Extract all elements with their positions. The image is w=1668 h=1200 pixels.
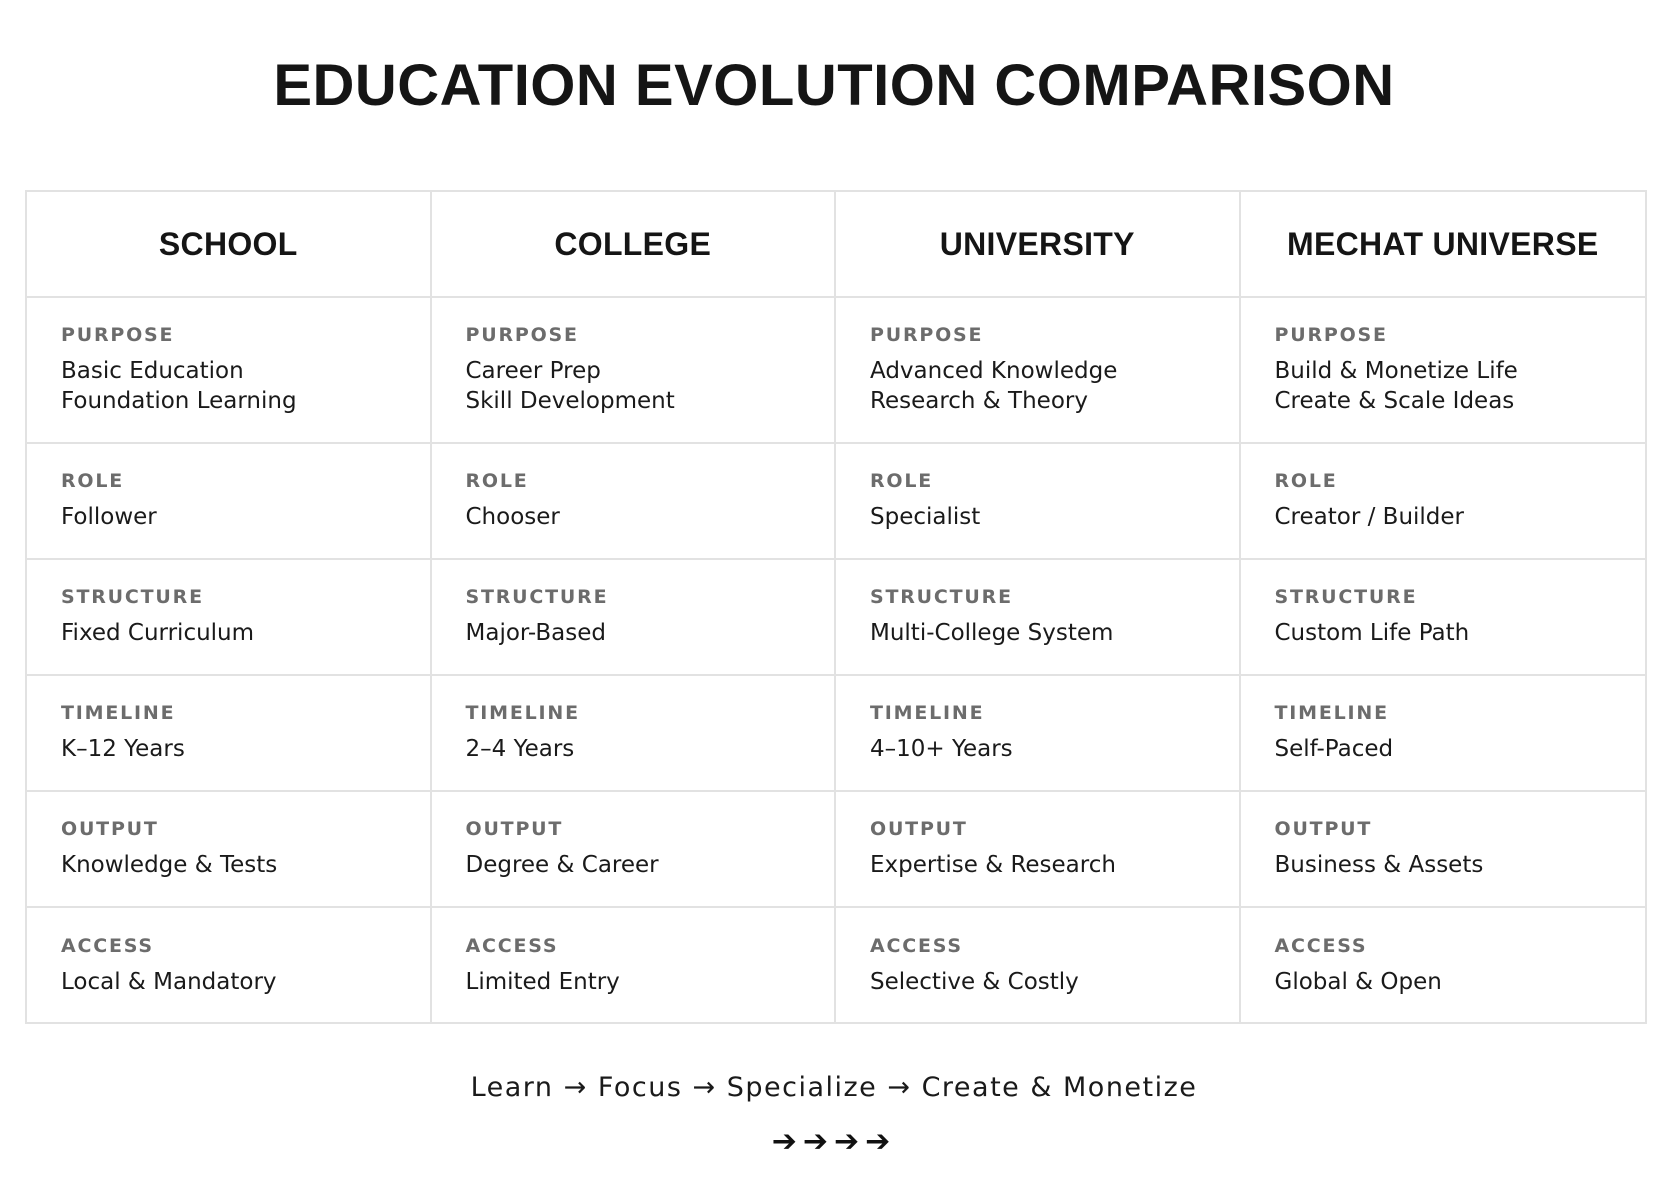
table-cell	[432, 444, 837, 560]
cell-value: Career Prep	[465, 358, 601, 384]
table-cell	[27, 792, 432, 908]
cell-label: TIMELINE	[465, 702, 580, 724]
table-cell	[1241, 792, 1646, 908]
table-cell	[1241, 444, 1646, 560]
table-cell	[27, 560, 432, 676]
cell-value: Research & Theory	[870, 388, 1088, 414]
cell-label: ACCESS	[1274, 935, 1368, 957]
table-cell	[1241, 560, 1646, 676]
cell-value: Chooser	[465, 504, 560, 530]
cell-value: Major-Based	[465, 620, 606, 646]
cell-label: TIMELINE	[870, 702, 985, 724]
progression-arrows-icon: ➔➔➔➔	[771, 1124, 897, 1159]
cell-value: Knowledge & Tests	[61, 852, 278, 878]
table-cell	[432, 676, 837, 792]
cell-value: Limited Entry	[465, 969, 620, 995]
cell-value: Follower	[61, 504, 157, 530]
cell-value: Basic Education	[61, 358, 244, 384]
cell-label: ROLE	[465, 470, 529, 492]
table-cell	[432, 908, 837, 1024]
cell-value: Fixed Curriculum	[61, 620, 255, 646]
table-cell	[836, 676, 1241, 792]
cell-label: PURPOSE	[1274, 324, 1388, 346]
cell-label: PURPOSE	[61, 324, 175, 346]
cell-value: K–12 Years	[61, 736, 185, 762]
comparison-table	[25, 190, 1647, 1024]
cell-value: 4–10+ Years	[870, 736, 1013, 762]
cell-label: STRUCTURE	[465, 586, 609, 608]
column-heading: SCHOOL	[27, 192, 432, 298]
cell-value: Creator / Builder	[1274, 504, 1465, 530]
cell-value: Create & Scale Ideas	[1274, 388, 1515, 414]
table-cell	[432, 298, 837, 444]
cell-label: ACCESS	[61, 935, 154, 957]
cell-value: Multi-College System	[870, 620, 1114, 646]
table-cell	[836, 444, 1241, 560]
cell-label: OUTPUT	[870, 818, 968, 840]
cell-label: STRUCTURE	[870, 586, 1013, 608]
cell-value: Selective & Costly	[870, 969, 1079, 995]
cell-label: OUTPUT	[1274, 818, 1373, 840]
cell-label: PURPOSE	[870, 324, 984, 346]
cell-value: Global & Open	[1274, 969, 1442, 995]
cell-label: ROLE	[870, 470, 934, 492]
progression-text: Learn → Focus → Specialize → Create & Monetize	[470, 1072, 1198, 1103]
cell-label: TIMELINE	[1274, 702, 1389, 724]
cell-label: STRUCTURE	[1274, 586, 1418, 608]
cell-value: Skill Development	[465, 388, 675, 414]
table-cell	[1241, 908, 1646, 1024]
table-cell	[836, 792, 1241, 908]
cell-label: OUTPUT	[465, 818, 564, 840]
cell-value: Custom Life Path	[1274, 620, 1470, 646]
cell-label: ROLE	[61, 470, 125, 492]
cell-value: Local & Mandatory	[61, 969, 277, 995]
table-cell	[836, 560, 1241, 676]
cell-label: OUTPUT	[61, 818, 159, 840]
cell-value: Foundation Learning	[61, 388, 297, 414]
table-cell	[432, 560, 837, 676]
table-cell	[27, 298, 432, 444]
cell-value: Advanced Knowledge	[870, 358, 1118, 384]
cell-value: Business & Assets	[1274, 852, 1484, 878]
column-heading: MECHAT UNIVERSE	[1241, 192, 1646, 298]
cell-value: Self-Paced	[1274, 736, 1394, 762]
cell-label: ROLE	[1274, 470, 1338, 492]
cell-value: Build & Monetize Life	[1274, 358, 1518, 384]
cell-label: ACCESS	[870, 935, 963, 957]
table-cell	[1241, 298, 1646, 444]
cell-label: PURPOSE	[465, 324, 579, 346]
cell-label: TIMELINE	[61, 702, 176, 724]
table-cell	[27, 444, 432, 560]
table-cell	[1241, 676, 1646, 792]
cell-value: Expertise & Research	[870, 852, 1116, 878]
column-heading: COLLEGE	[432, 192, 837, 298]
cell-label: ACCESS	[465, 935, 559, 957]
column-heading: UNIVERSITY	[836, 192, 1241, 298]
table-cell	[836, 908, 1241, 1024]
table-cell	[27, 676, 432, 792]
cell-value: 2–4 Years	[465, 736, 575, 762]
table-cell	[27, 908, 432, 1024]
table-cell	[836, 298, 1241, 444]
cell-label: STRUCTURE	[61, 586, 204, 608]
table-cell	[432, 792, 837, 908]
cell-value: Specialist	[870, 504, 981, 530]
cell-value: Degree & Career	[465, 852, 659, 878]
page-title: EDUCATION EVOLUTION COMPARISON	[273, 53, 1395, 118]
